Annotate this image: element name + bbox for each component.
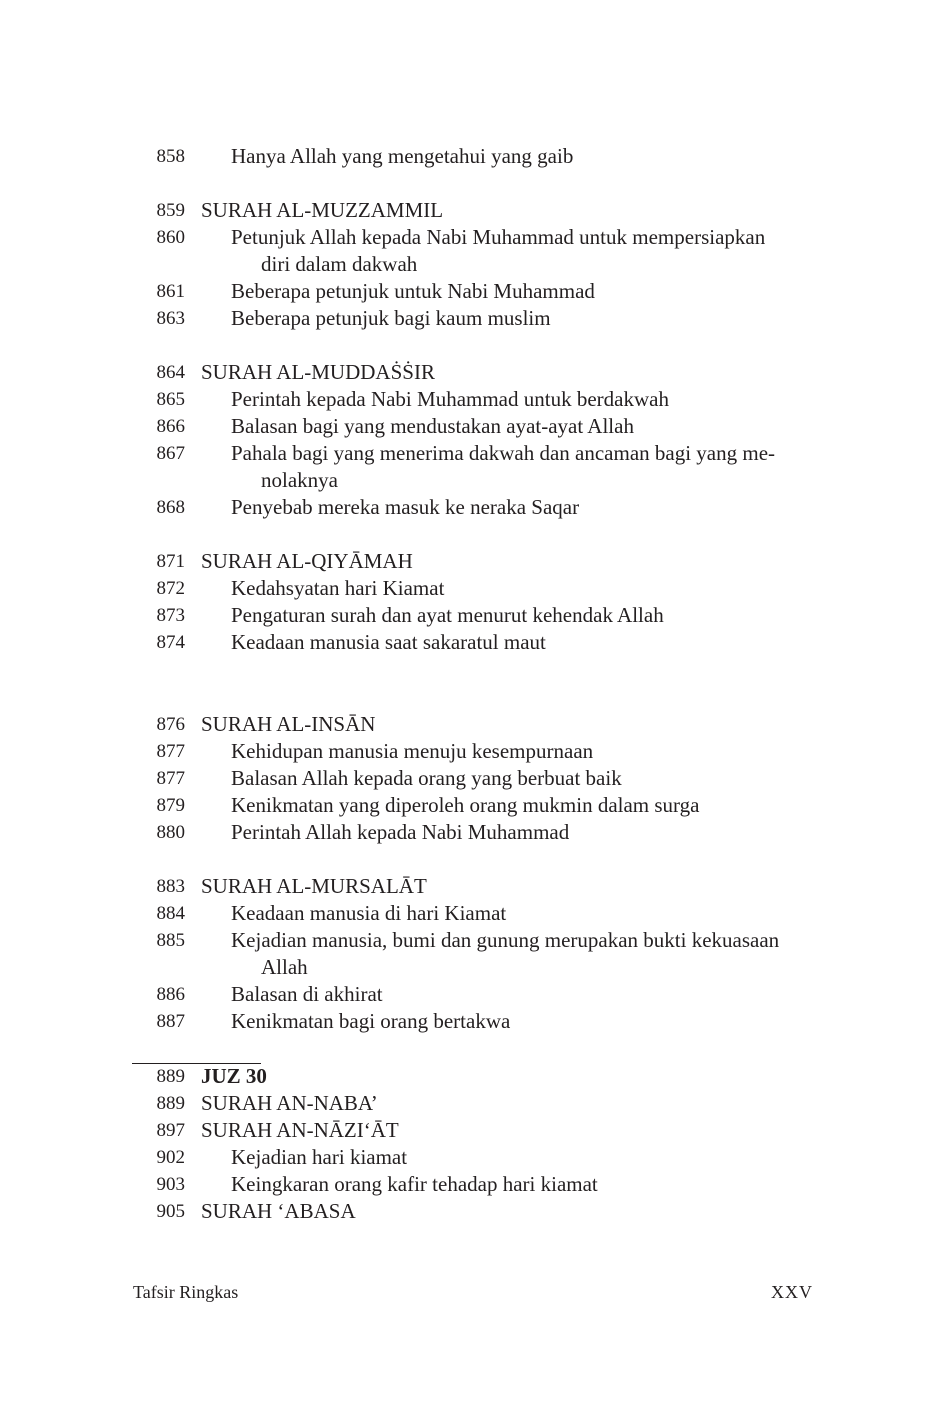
toc-subtopic: Beberapa petunjuk bagi kaum muslim [231,306,551,330]
toc-subtopic: Perintah kepada Nabi Muhammad untuk berdakwah [231,387,669,411]
toc-subtopic-line2: diri dalam dakwah [261,252,418,276]
toc-surah-heading [0,1117,946,1144]
toc-surah-title: SURAH AL-MUZZAMMIL [201,198,444,222]
toc-surah-heading [0,197,946,224]
toc-subtopic: Kenikmatan yang diperoleh orang mukmin dalam surga [231,793,700,817]
toc-page-number: 876 [156,714,185,735]
toc-entry [0,765,946,792]
toc-subtopic: Kehidupan manusia menuju kesempurnaan [231,739,594,763]
toc-surah-title: SURAH ‘ABASA [201,1199,356,1223]
toc-page-number: 871 [156,551,185,572]
toc-page-number: 885 [156,930,185,951]
toc-page-number: 868 [156,497,185,518]
toc-entry [0,1171,946,1198]
toc-subtopic: Balasan di akhirat [231,982,383,1006]
toc-subtopic: Hanya Allah yang mengetahui yang gaib [231,144,574,168]
toc-subtopic-line1: Pahala bagi yang menerima dakwah dan ancaman bagi yang me- [231,441,776,465]
toc-page-number: 859 [156,200,185,221]
toc-entry [0,738,946,765]
toc-page-number: 858 [156,146,185,167]
toc-subtopic-line2: nolaknya [261,468,338,492]
toc-surah-heading [0,359,946,386]
toc-surah-title: SURAH AN-NĀZI‘ĀT [201,1118,399,1142]
toc-page-number: 905 [156,1201,185,1222]
toc-page-number: 889 [156,1066,185,1087]
toc-juz-heading [0,1063,946,1090]
toc-page-number: 863 [156,308,185,329]
toc-entry [0,143,946,170]
toc-page-number: 880 [156,822,185,843]
toc-entry [0,440,946,492]
toc-entry [0,900,946,927]
toc-page-number: 865 [156,389,185,410]
toc-subtopic: Keadaan manusia saat sakaratul maut [231,630,546,654]
toc-page-number: 872 [156,578,185,599]
toc-surah-title: SURAH AL-MURSALĀT [201,874,427,898]
toc-entry [0,602,946,629]
toc-entry [0,629,946,656]
toc-page-number: 874 [156,632,185,653]
toc-surah-title: SURAH AL-MUDDAṠṠIR [201,360,435,384]
toc-subtopic-line1: Kejadian manusia, bumi dan gunung merupakan bukti kekuasaan [231,928,780,952]
toc-entry [0,386,946,413]
toc-page-number: 903 [156,1174,185,1195]
toc-juz-title: JUZ 30 [201,1064,267,1088]
toc-page-number: 886 [156,984,185,1005]
toc-page-number: 860 [156,227,185,248]
toc-surah-heading [0,548,946,575]
toc-page-number: 877 [156,741,185,762]
toc-subtopic: Balasan bagi yang mendustakan ayat-ayat Allah [231,414,634,438]
toc-subtopic: Keingkaran orang kafir tehadap hari kiamat [231,1172,598,1196]
toc-subtopic: Pengaturan surah dan ayat menurut kehendak Allah [231,603,664,627]
toc-page-number: 884 [156,903,185,924]
toc-subtopic: Keadaan manusia di hari Kiamat [231,901,507,925]
toc-page-number: 864 [156,362,185,383]
toc-surah-title: SURAH AN-NABA’ [201,1091,378,1115]
toc-subtopic [231,927,815,981]
toc-page-number: 902 [156,1147,185,1168]
toc-surah-heading [0,873,946,900]
toc-page-number: 877 [156,768,185,789]
toc-page-number: 889 [156,1093,185,1114]
toc-subtopic: Perintah Allah kepada Nabi Muhammad [231,820,570,844]
toc-entry [0,224,946,276]
toc-entry [0,494,946,521]
footer-page-number: XXV [771,1282,813,1302]
toc-subtopic: Kenikmatan bagi orang bertakwa [231,1009,511,1033]
toc-surah-heading [0,1090,946,1117]
toc-subtopic [231,440,815,494]
toc-subtopic: Kejadian hari kiamat [231,1145,408,1169]
toc-surah-heading [0,1198,946,1225]
toc-entry [0,278,946,305]
footer-book-title: Tafsir Ringkas [133,1282,239,1302]
toc-subtopic-line2: Allah [261,955,308,979]
toc-page-number: 879 [156,795,185,816]
toc-entry [0,819,946,846]
toc-subtopic: Balasan Allah kepada orang yang berbuat baik [231,766,622,790]
toc-subtopic: Beberapa petunjuk untuk Nabi Muhammad [231,279,595,303]
toc-entry [0,927,946,979]
toc-entry [0,1008,946,1035]
toc-subtopic: Kedahsyatan hari Kiamat [231,576,445,600]
toc-subtopic-line1: Petunjuk Allah kepada Nabi Muhammad untuk mempersiapkan [231,225,766,249]
toc-surah-title: SURAH AL-INSĀN [201,712,376,736]
toc-page-number: 887 [156,1011,185,1032]
toc-page-number: 873 [156,605,185,626]
toc-page-number: 883 [156,876,185,897]
toc-page-number: 867 [156,443,185,464]
toc-surah-title: SURAH AL-QIYĀMAH [201,549,413,573]
toc-page-number: 866 [156,416,185,437]
toc-subtopic: Penyebab mereka masuk ke neraka Saqar [231,495,580,519]
toc-entry [0,792,946,819]
toc-entry [0,981,946,1008]
toc-entry [0,575,946,602]
toc-entry [0,305,946,332]
toc-surah-heading [0,711,946,738]
toc-subtopic [231,224,815,278]
toc-page-number: 897 [156,1120,185,1141]
toc-page-number: 861 [156,281,185,302]
toc-entry [0,413,946,440]
toc-entry [0,1144,946,1171]
